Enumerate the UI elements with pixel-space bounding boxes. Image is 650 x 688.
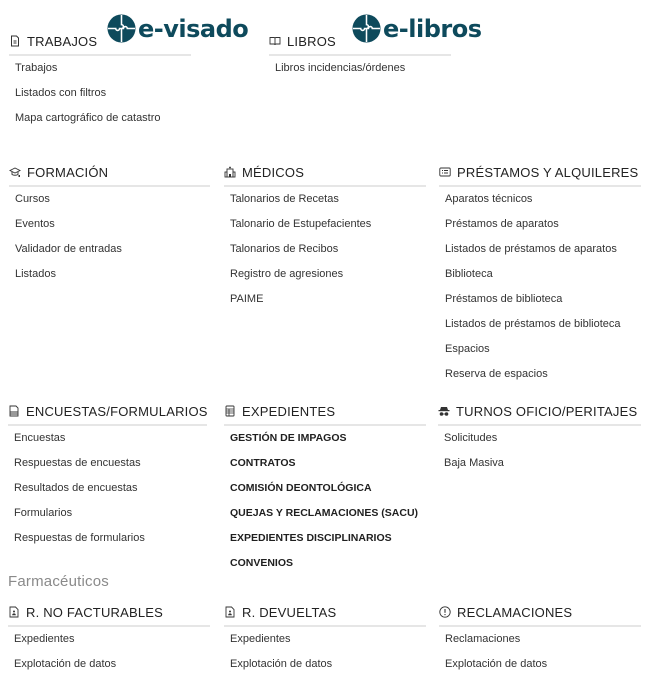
section-encuestas [8,400,207,551]
section-trabajos [9,30,191,131]
section-medicos [224,161,426,312]
section-header [438,400,641,422]
section-header [224,400,426,422]
section-header [9,161,210,183]
list-card-icon [439,166,451,178]
section-title: PRÉSTAMOS Y ALQUILERES [457,164,639,180]
menu-item-contratos[interactable]: CONTRATOS [230,457,296,469]
e-libros-logo-text: e-libros [383,14,482,43]
section-header [439,161,641,183]
graduation-cap-icon [9,166,21,178]
section-header [8,400,207,422]
section-header [8,601,210,623]
open-book-icon [269,35,281,47]
file-person-icon [224,606,236,618]
section-title: TRABAJOS [27,33,98,49]
menu-item-listados-prestamos-aparatos[interactable]: Listados de préstamos de aparatos [445,243,617,255]
menu-item-talonario-estupefacientes[interactable]: Talonario de Estupefacientes [230,218,372,230]
file-person-icon [8,606,20,618]
menu-item-espacios[interactable]: Espacios [445,343,490,355]
section-prestamos [439,161,641,387]
menu-item-talonarios-recibos[interactable]: Talonarios de Recibos [230,243,339,255]
menu-item-prestamos-aparatos[interactable]: Préstamos de aparatos [445,218,559,230]
section-header [269,30,451,52]
menu-item-expedientes[interactable]: Expedientes [14,633,75,645]
section-no-facturables [8,601,210,677]
menu-item-listados[interactable]: Listados [15,268,56,280]
menu-item-mapa-catastro[interactable]: Mapa cartográfico de catastro [15,112,161,124]
menu-item-aparatos-tecnicos[interactable]: Aparatos técnicos [445,193,533,205]
section-header [224,601,426,623]
menu-item-respuestas-formularios[interactable]: Respuestas de formularios [14,532,145,544]
menu-item-baja-masiva[interactable]: Baja Masiva [444,457,504,469]
section-title: LIBROS [287,33,336,49]
e-visado-logo-text: e-visado [138,14,249,43]
incognito-icon [438,405,450,417]
menu-item-explotacion-datos[interactable]: Explotación de datos [230,658,333,670]
menu-item-encuestas[interactable]: Encuestas [14,432,66,444]
menu-item-registro-agresiones[interactable]: Registro de agresiones [230,268,344,280]
menu-item-resultados-encuestas[interactable]: Resultados de encuestas [14,482,138,494]
section-header [224,161,426,183]
group-label-farmaceuticos: Farmacéuticos [8,573,109,590]
section-title: MÉDICOS [242,164,305,180]
ledger-icon [224,405,236,417]
menu-item-quejas-reclamaciones[interactable]: QUEJAS Y RECLAMACIONES (SACU) [230,507,419,519]
section-header [9,30,191,52]
menu-item-listados-prestamos-biblioteca[interactable]: Listados de préstamos de biblioteca [445,318,621,330]
section-title: TURNOS OFICIO/PERITAJES [456,403,638,419]
document-icon [9,35,21,47]
section-expedientes [224,400,426,576]
section-title: R. DEVUELTAS [242,604,337,620]
menu-item-formularios[interactable]: Formularios [14,507,73,519]
menu-item-respuestas-encuestas[interactable]: Respuestas de encuestas [14,457,141,469]
section-libros [269,30,451,81]
menu-item-reclamaciones[interactable]: Reclamaciones [445,633,521,645]
exclamation-circle-icon [439,606,451,618]
section-title: EXPEDIENTES [242,403,336,419]
section-title: RECLAMACIONES [457,604,573,620]
section-formacion [9,161,210,287]
menu-item-reserva-espacios[interactable]: Reserva de espacios [445,368,548,380]
menu-item-eventos[interactable]: Eventos [15,218,55,230]
section-devueltas [224,601,426,677]
section-title: ENCUESTAS/FORMULARIOS [26,403,208,419]
menu-item-prestamos-biblioteca[interactable]: Préstamos de biblioteca [445,293,563,305]
menu-item-cursos[interactable]: Cursos [15,193,50,205]
hospital-icon [224,166,236,178]
menu-item-listados-filtros[interactable]: Listados con filtros [15,87,107,99]
menu-item-expedientes[interactable]: Expedientes [230,633,291,645]
section-turnos [438,400,641,476]
menu-item-convenios[interactable]: CONVENIOS [230,557,294,569]
menu-item-explotacion-datos[interactable]: Explotación de datos [14,658,117,670]
menu-item-libros-incidencias[interactable]: Libros incidencias/órdenes [275,62,406,74]
menu-item-validador-entradas[interactable]: Validador de entradas [15,243,122,255]
menu-item-gestion-impagos[interactable]: GESTIÓN DE IMPAGOS [230,432,347,444]
section-reclamaciones [439,601,641,677]
menu-item-biblioteca[interactable]: Biblioteca [445,268,493,280]
menu-item-explotacion-datos[interactable]: Explotación de datos [445,658,548,670]
section-title: FORMACIÓN [27,164,109,180]
form-icon [8,405,20,417]
section-header [439,601,641,623]
section-title: R. NO FACTURABLES [26,604,164,620]
menu-item-solicitudes[interactable]: Solicitudes [444,432,498,444]
menu-item-expedientes-disciplinarios[interactable]: EXPEDIENTES DISCIPLINARIOS [230,532,392,544]
menu-item-trabajos[interactable]: Trabajos [15,62,58,74]
menu-item-talonarios-recetas[interactable]: Talonarios de Recetas [230,193,339,205]
menu-item-comision-deontologica[interactable]: COMISIÓN DEONTOLÓGICA [230,482,372,494]
menu-item-paime[interactable]: PAIME [230,293,264,305]
